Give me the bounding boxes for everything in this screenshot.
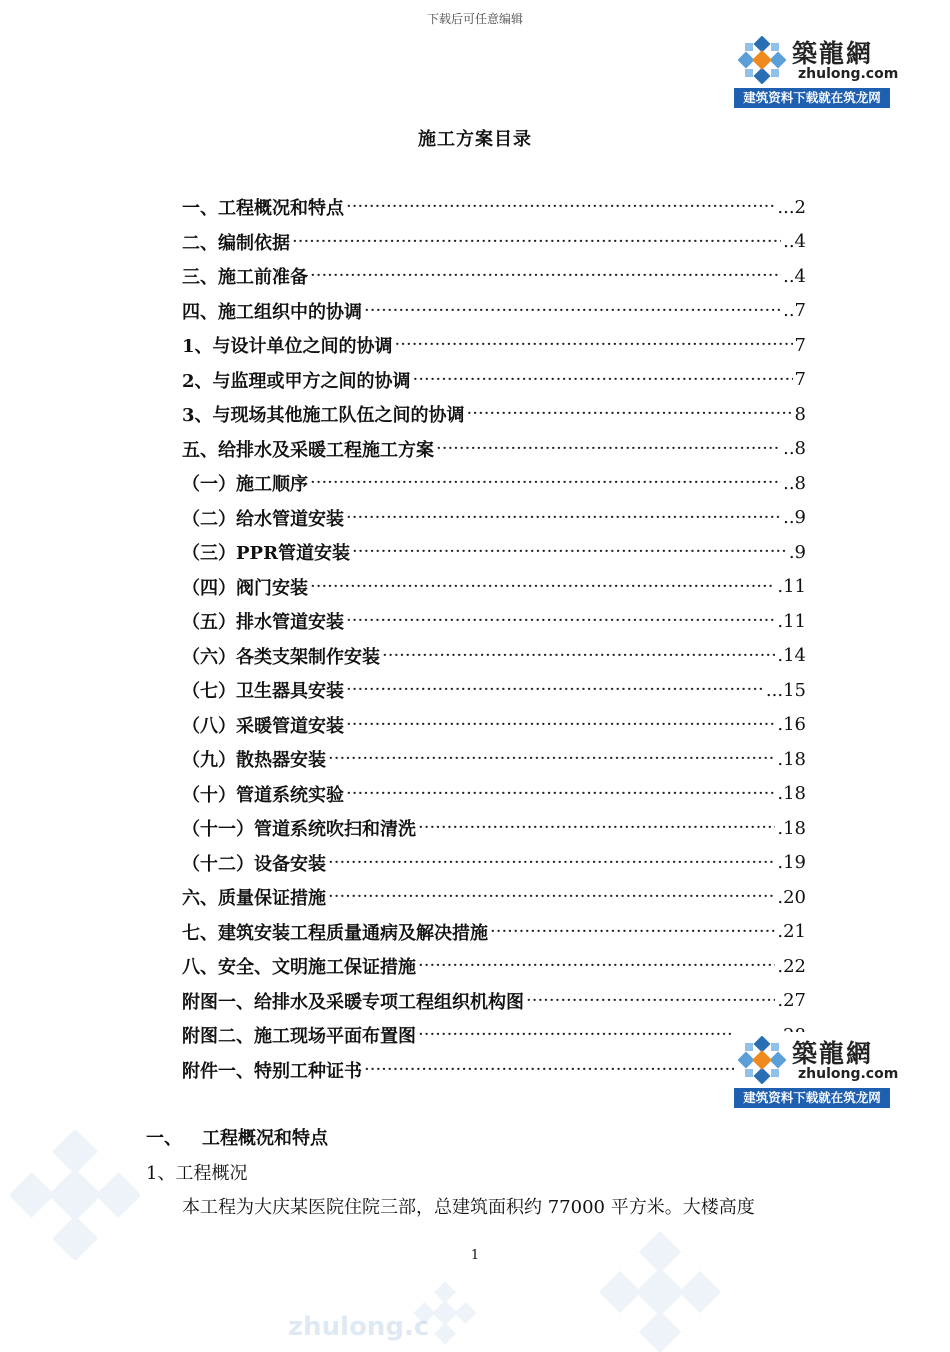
toc-entry[interactable] [182,535,806,570]
zhulong-logo-bottom [734,1032,899,1108]
toc-leader-dots [328,750,775,768]
toc-entry-label: 三、施工前准备 [182,267,308,289]
toc-leader-dots [310,578,775,596]
toc-entry-label: 六、质量保证措施 [182,888,326,910]
toc-entry-page: .11 [777,610,806,632]
toc-leader-dots [526,992,775,1010]
toc-leader-dots [346,198,775,216]
toc-entry[interactable] [182,708,806,743]
toc-entry[interactable] [182,984,806,1019]
toc-entry-page: 7 [794,334,806,356]
toc-entry-page: ...2 [777,196,806,218]
toc-leader-dots [328,854,775,872]
toc-entry-page: 8 [794,403,806,425]
toc-leader-dots [310,267,781,285]
toc-entry-page: ..8 [783,472,806,494]
header-note: 下载后可任意编辑 [426,12,523,26]
toc-entry[interactable] [182,880,806,915]
toc-entry[interactable] [182,639,806,674]
toc-entry[interactable] [182,742,806,777]
toc-entry[interactable] [182,915,806,950]
toc-entry-page: ..9 [783,507,806,529]
toc-entry[interactable] [182,294,806,329]
toc-leader-dots [364,1061,775,1079]
table-of-contents [182,190,806,1087]
subsection-heading: 1、工程概况 [146,1163,248,1184]
page-number: 1 [470,1248,480,1263]
logo-slogan: 建筑资料下载就在筑龙网 [734,1088,890,1108]
toc-leader-dots [364,302,781,320]
toc-leader-dots [292,233,781,251]
toc-entry-label: 二、编制依据 [182,232,290,254]
toc-entry[interactable] [182,949,806,984]
toc-entry[interactable] [182,363,806,398]
logo-domain: zhulong.com [798,66,899,82]
toc-entry-page: 7 [794,369,806,391]
toc-entry[interactable] [182,811,806,846]
toc-entry[interactable] [182,432,806,467]
section-heading [146,1124,328,1150]
toc-entry-label: 附图二、施工现场平面布置图 [182,1026,416,1048]
toc-entry-label: （五）排水管道安装 [182,612,344,634]
toc-entry-label: （十二）设备安装 [182,853,326,875]
toc-entry-page: .27 [777,990,806,1012]
toc-leader-dots [310,474,781,492]
toc-entry[interactable] [182,1018,806,1053]
toc-leader-dots [346,785,775,803]
toc-entry[interactable] [182,673,806,708]
toc-entry[interactable] [182,570,806,605]
logo-name-cn: 築龍網 [792,39,874,68]
toc-entry-label: 四、施工组织中的协调 [182,301,362,323]
toc-entry-page: .18 [777,748,806,770]
toc-entry[interactable] [182,225,806,260]
toc-entry-page: ..4 [783,265,806,287]
toc-entry-label: （三）PPR管道安装 [182,543,351,565]
toc-entry-label: 附件一、特别工种证书 [182,1060,362,1082]
zhulong-logo-top [734,32,899,108]
snowflake-logo-icon [738,1036,786,1084]
toc-entry-page: .9 [788,541,806,563]
toc-leader-dots [418,819,775,837]
snowflake-logo-icon [738,36,786,84]
toc-leader-dots [352,543,787,561]
toc-entry-label: （七）卫生器具安装 [182,681,344,703]
toc-entry[interactable] [182,777,806,812]
toc-entry-label: 八、安全、文明施工保证措施 [182,957,416,979]
toc-entry-page: .20 [777,886,806,908]
toc-entry-label: 1、与设计单位之间的协调 [182,336,393,358]
toc-entry-page: .11 [777,576,806,598]
body-paragraph: 本工程为大庆某医院住院三部，总建筑面积约 77000 平方米。大楼高度 [182,1197,755,1218]
toc-entry[interactable] [182,259,806,294]
toc-leader-dots [395,336,793,354]
toc-leader-dots [382,647,775,665]
toc-entry[interactable] [182,846,806,881]
section-number: 一、 [146,1128,182,1149]
toc-entry[interactable] [182,328,806,363]
toc-entry-label: （二）给水管道安装 [182,508,344,530]
toc-entry-label: （十）管道系统实验 [182,784,344,806]
toc-entry-label: 五、给排水及采暖工程施工方案 [182,439,434,461]
toc-entry-page: .22 [777,955,806,977]
toc-leader-dots [346,509,781,527]
toc-entry[interactable] [182,190,806,225]
toc-entry[interactable] [182,604,806,639]
toc-entry[interactable] [182,1053,806,1088]
toc-entry[interactable] [182,466,806,501]
toc-entry-label: （九）散热器安装 [182,750,326,772]
watermark-snowflake-icon [10,1130,140,1260]
toc-leader-dots [418,957,775,975]
toc-leader-dots [467,405,793,423]
watermark-text: zhulong.c [288,1312,430,1342]
toc-entry-page: .14 [777,645,806,667]
toc-leader-dots [418,1026,775,1044]
section-title: 工程概况和特点 [202,1128,328,1149]
toc-leader-dots [490,923,775,941]
toc-entry[interactable] [182,397,806,432]
toc-entry-label: 3、与现场其他施工队伍之间的协调 [182,405,465,427]
toc-leader-dots [413,371,793,389]
logo-domain: zhulong.com [798,1066,899,1082]
toc-leader-dots [436,440,781,458]
toc-leader-dots [346,612,775,630]
toc-entry-page: .16 [777,714,806,736]
toc-entry-label: （六）各类支架制作安装 [182,646,380,668]
toc-entry-label: （八）采暖管道安装 [182,715,344,737]
toc-entry-page: .18 [777,817,806,839]
toc-entry-label: 2、与监理或甲方之间的协调 [182,370,411,392]
toc-entry-page: .21 [777,921,806,943]
toc-entry-label: （四）阀门安装 [182,577,308,599]
toc-entry-page: ..7 [783,300,806,322]
toc-entry-page: ...15 [765,679,806,701]
toc-title: 施工方案目录 [418,129,532,150]
toc-entry-label: 一、工程概况和特点 [182,198,344,220]
toc-entry-page: ..4 [783,231,806,253]
toc-entry-label: （十一）管道系统吹扫和清洗 [182,819,416,841]
toc-entry[interactable] [182,501,806,536]
toc-entry-page: .18 [777,783,806,805]
toc-leader-dots [346,716,775,734]
toc-entry-page: ..8 [783,438,806,460]
toc-entry-label: （一）施工顺序 [182,474,308,496]
toc-leader-dots [346,681,764,699]
toc-entry-page: .19 [777,852,806,874]
toc-leader-dots [328,888,775,906]
logo-slogan: 建筑资料下载就在筑龙网 [734,88,890,108]
logo-name-cn: 築龍網 [792,1039,874,1068]
toc-entry-label: 七、建筑安装工程质量通病及解决措施 [182,922,488,944]
toc-entry-label: 附图一、给排水及采暖专项工程组织机构图 [182,991,524,1013]
